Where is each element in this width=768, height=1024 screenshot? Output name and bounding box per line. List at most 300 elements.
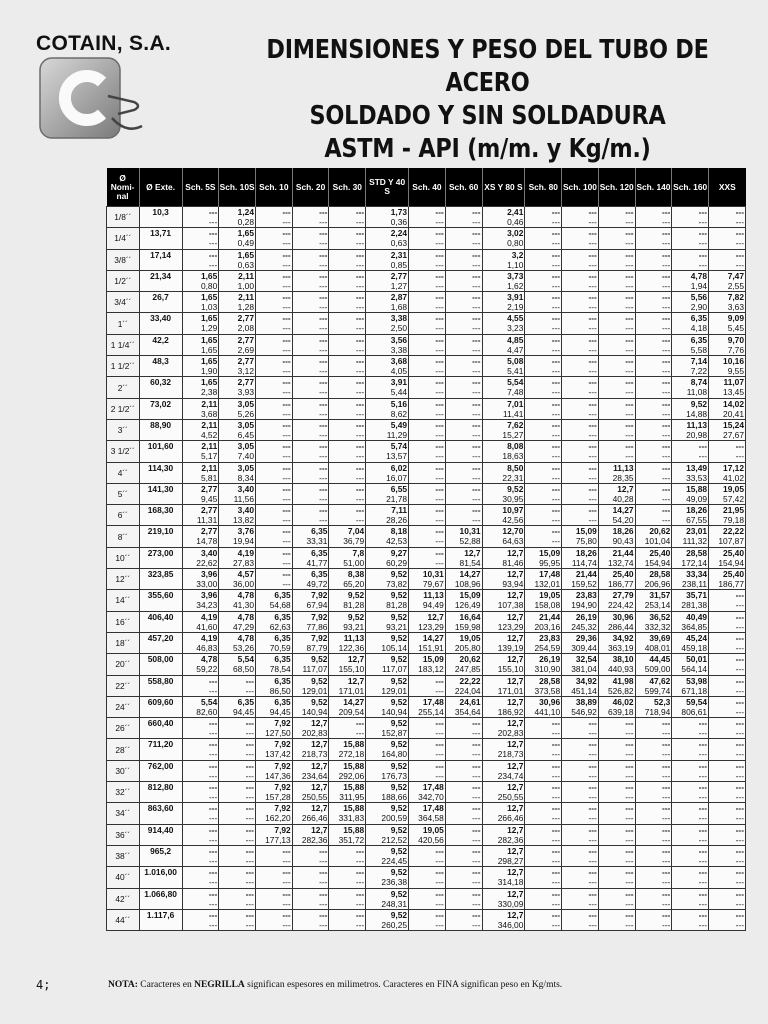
wall-thickness-value: --- [282,356,291,367]
schedule-cell [525,696,562,717]
schedule-cell [445,334,482,355]
weight-value: 806,61 [681,706,708,717]
weight-value: 639,18 [607,706,634,717]
schedule-cell [366,334,409,355]
schedule-cell [525,675,562,696]
wall-thickness-value: --- [735,249,744,260]
schedule-cell [672,249,709,270]
weight-value: 0,49 [237,238,254,249]
table-row [107,782,746,803]
weight-value: 14,88 [686,408,708,419]
schedule-cell [445,249,482,270]
schedule-cell [409,867,446,888]
schedule-cell [562,675,599,696]
weight-value: --- [355,366,365,377]
schedule-cell [219,739,256,760]
wall-thickness-value: --- [551,292,561,303]
wall-thickness-value: --- [661,483,671,494]
weight-value: --- [588,387,597,398]
weight-value: --- [588,728,597,739]
weight-value: --- [435,898,444,909]
schedule-cell [525,760,562,781]
table-row [107,270,746,291]
weight-value: --- [698,919,708,930]
weight-value: 7,40 [237,451,254,462]
wall-thickness-value: 1,65 [200,313,218,324]
weight-value: 8,62 [390,408,408,419]
wall-thickness-value: 11,07 [723,377,744,388]
schedule-cell [445,867,482,888]
schedule-cell [445,270,482,291]
weight-value: 332,32 [644,621,671,632]
wall-thickness-value: --- [661,313,671,324]
wall-thickness-value: --- [282,845,291,856]
wall-thickness-value: 21,44 [612,547,634,558]
wall-thickness-value: --- [245,675,254,686]
schedule-cell [219,462,256,483]
wall-thickness-value: --- [355,441,365,452]
schedule-cell [482,334,525,355]
schedule-cell [672,909,709,930]
schedule-cell [562,718,599,739]
weight-value: --- [319,344,328,355]
wall-thickness-value: --- [435,505,444,516]
wall-thickness-value: --- [435,845,444,856]
wall-thickness-value: --- [735,867,744,878]
weight-value: --- [472,323,481,334]
schedule-cell [598,398,635,419]
wall-thickness-value: --- [319,313,328,324]
weight-value: 1,10 [507,259,524,270]
wall-thickness-value: --- [588,483,597,494]
outer-diameter-cell: 33,40 [139,313,182,334]
wall-thickness-value: --- [472,228,481,239]
wall-thickness-value: --- [735,675,744,686]
wall-thickness-value: --- [735,590,744,601]
wall-thickness-value: 2,77 [200,483,218,494]
wall-thickness-value: --- [282,334,291,345]
schedule-cell [255,313,292,334]
wall-thickness-value: --- [551,909,561,920]
weight-value: 1,65 [200,344,218,355]
wall-thickness-value: --- [588,377,597,388]
weight-value: 151,91 [418,642,444,653]
weight-value: 3,23 [507,323,524,334]
schedule-cell [409,547,446,568]
weight-value: --- [355,429,365,440]
weight-value: --- [472,855,481,866]
weight-value: --- [551,813,561,824]
schedule-cell [292,249,329,270]
outer-diameter-cell: 1.066,80 [139,888,182,909]
wall-thickness-value: --- [319,356,328,367]
wall-thickness-value: --- [282,292,291,303]
schedule-cell [525,441,562,462]
schedule-cell [709,782,746,803]
schedule-cell [219,207,256,228]
wall-thickness-value: --- [661,441,671,452]
wall-thickness-value: 2,11 [201,462,218,473]
weight-value: 147,36 [265,770,291,781]
schedule-cell [525,505,562,526]
weight-value: --- [698,238,708,249]
wall-thickness-value: --- [551,867,561,878]
wall-thickness-value: --- [625,782,634,793]
weight-value: 1,29 [200,323,218,334]
wall-thickness-value: --- [435,739,444,750]
schedule-cell [182,760,219,781]
wall-thickness-value: --- [551,377,561,388]
wall-thickness-value: --- [319,207,328,217]
wall-thickness-value: 23,83 [575,590,597,601]
schedule-cell [562,760,599,781]
wall-thickness-value: 36,52 [649,611,671,622]
weight-value: 441,10 [534,706,561,717]
wall-thickness-value: --- [355,867,365,878]
schedule-cell [292,632,329,653]
wall-thickness-value: 28,58 [649,569,671,580]
wall-thickness-value: --- [551,505,561,516]
schedule-cell [366,462,409,483]
weight-value: --- [319,238,328,249]
wall-thickness-value: --- [551,845,561,856]
weight-value: --- [661,280,671,291]
wall-thickness-value: --- [551,803,561,814]
wall-thickness-value: 15,09 [575,526,597,537]
schedule-cell [366,888,409,909]
wall-thickness-value: 52,3 [654,696,671,707]
wall-thickness-value: --- [625,398,634,409]
schedule-cell [292,547,329,568]
schedule-cell [329,569,366,590]
schedule-cell [329,419,366,440]
schedule-cell [329,547,366,568]
wall-thickness-value: --- [319,845,328,856]
schedule-cell [255,249,292,270]
weight-value: --- [472,408,481,419]
schedule-cell [182,611,219,632]
wall-thickness-value: 34,92 [575,675,597,686]
weight-value: 129,01 [381,685,408,696]
schedule-cell [482,356,525,377]
nominal-size-cell: 1/4´´ [107,228,140,249]
schedule-cell [709,228,746,249]
wall-thickness-value: --- [435,441,444,452]
wall-thickness-value: 7,62 [507,419,524,430]
wall-thickness-value: --- [355,207,365,217]
wall-thickness-value: 44,45 [649,654,671,665]
weight-value: 162,20 [265,813,291,824]
weight-value: --- [661,792,671,803]
schedule-cell [482,483,525,504]
weight-value: --- [435,323,444,334]
table-row [107,696,746,717]
weight-value: 5,44 [390,387,408,398]
schedule-cell [219,398,256,419]
schedule-cell [525,739,562,760]
weight-value: --- [435,557,444,568]
wall-thickness-value: 7,11 [391,505,408,516]
wall-thickness-value: 27,79 [612,590,634,601]
weight-value: --- [435,259,444,270]
weight-value: --- [208,728,218,739]
weight-value: --- [355,898,365,909]
schedule-cell [445,228,482,249]
weight-value: --- [625,728,634,739]
weight-value: 176,73 [381,770,408,781]
nominal-size-cell: 26´´ [107,718,140,739]
weight-value: 250,55 [497,792,524,803]
weight-value: 200,59 [381,813,408,824]
weight-value: 234,74 [497,770,524,781]
wall-thickness-value: --- [588,718,597,729]
wall-thickness-value: 5,16 [390,398,408,409]
schedule-cell [292,782,329,803]
schedule-cell [255,739,292,760]
weight-value: --- [551,834,561,845]
wall-thickness-value: 3,76 [237,526,254,537]
table-row [107,398,746,419]
wall-thickness-value: --- [588,398,597,409]
schedule-cell [482,441,525,462]
pipe-dimensions-table-container [106,168,746,931]
weight-value: 671,18 [681,685,708,696]
weight-value: --- [355,919,365,930]
schedule-cell [329,888,366,909]
wall-thickness-value: 9,52 [311,696,328,707]
schedule-cell [409,654,446,675]
wall-thickness-value: --- [588,760,597,771]
weight-value: --- [698,813,708,824]
schedule-cell [562,909,599,930]
schedule-cell [709,590,746,611]
schedule-cell [366,845,409,866]
schedule-cell [292,654,329,675]
weight-value: --- [355,855,365,866]
schedule-cell [709,526,746,547]
schedule-cell [562,824,599,845]
weight-value: 209,54 [338,706,365,717]
wall-thickness-value: 7,01 [507,398,524,409]
wall-thickness-value: --- [282,398,291,409]
wall-thickness-value: --- [698,867,708,878]
wall-thickness-value: --- [698,782,708,793]
weight-value: --- [588,919,597,930]
wall-thickness-value: 1,24 [237,207,254,217]
wall-thickness-value: 2,77 [237,334,254,345]
wall-thickness-value: --- [282,249,291,260]
weight-value: 13,82 [233,515,254,526]
schedule-cell [562,292,599,313]
weight-value: --- [551,217,561,227]
table-row [107,654,746,675]
schedule-cell [366,547,409,568]
weight-value: 7,76 [727,344,744,355]
wall-thickness-value: 3,40 [200,547,218,558]
wall-thickness-value: 17,48 [539,569,561,580]
schedule-cell [635,228,672,249]
schedule-cell [182,590,219,611]
weight-value: --- [661,877,671,888]
schedule-cell [709,909,746,930]
outer-diameter-cell: 1.117,6 [139,909,182,930]
wall-thickness-value: 14,27 [343,696,365,707]
schedule-cell [562,334,599,355]
weight-value: --- [435,302,444,313]
schedule-cell [182,334,219,355]
wall-thickness-value: 12,7 [311,824,328,835]
weight-value: --- [625,217,634,227]
wall-thickness-value: 9,52 [390,803,408,814]
schedule-cell [219,569,256,590]
schedule-cell [525,462,562,483]
wall-thickness-value: 9,52 [390,654,408,665]
nominal-size-cell: 42´´ [107,888,140,909]
weight-value: --- [698,877,708,888]
schedule-cell [709,398,746,419]
weight-value: --- [472,366,481,377]
schedule-cell [182,462,219,483]
weight-value: --- [661,217,671,227]
weight-value: 363,19 [607,642,634,653]
weight-value: 28,26 [386,515,408,526]
schedule-cell [562,228,599,249]
wall-thickness-value: 12,7 [347,654,365,665]
schedule-cell [219,590,256,611]
wall-thickness-value: --- [435,483,444,494]
schedule-cell [482,270,525,291]
schedule-cell [329,398,366,419]
weight-value: --- [661,919,671,930]
weight-value: --- [355,323,365,334]
weight-value: 137,42 [265,749,291,760]
weight-value: 94,45 [269,706,291,717]
weight-value: 718,94 [644,706,671,717]
schedule-cell [219,419,256,440]
schedule-cell [635,526,672,547]
schedule-cell [366,270,409,291]
schedule-cell [219,547,256,568]
weight-value: --- [735,685,744,696]
schedule-cell [562,590,599,611]
weight-value: 0,80 [200,280,218,291]
schedule-cell [182,888,219,909]
schedule-cell [482,718,525,739]
wall-thickness-value: --- [355,845,365,856]
schedule-cell [445,441,482,462]
weight-value: --- [588,238,597,249]
weight-value: --- [551,238,561,249]
wall-thickness-value: 11,13 [423,590,444,601]
table-row [107,845,746,866]
weight-value: 159,52 [571,579,597,590]
weight-value: --- [472,238,481,249]
wall-thickness-value: --- [245,739,254,750]
schedule-cell [672,547,709,568]
weight-value: 42,56 [502,515,524,526]
schedule-cell [329,632,366,653]
weight-value: 13,45 [723,387,744,398]
wall-thickness-value: 7,92 [311,632,328,643]
schedule-cell [482,292,525,313]
table-row [107,675,746,696]
weight-value: --- [698,728,708,739]
column-header: Sch. 30 [329,168,366,207]
wall-thickness-value: 12,7 [617,483,634,494]
table-row [107,569,746,590]
wall-thickness-value: --- [355,483,365,494]
page-number: 4; [36,978,51,992]
wall-thickness-value: 1,65 [237,228,254,239]
outer-diameter-cell: 26,7 [139,292,182,313]
schedule-cell [409,845,446,866]
wall-thickness-value: --- [319,398,328,409]
weight-value: 123,29 [497,621,524,632]
table-row [107,441,746,462]
column-header: XXS [709,168,746,207]
weight-value: --- [588,813,597,824]
column-header: Sch. 5S [182,168,219,207]
weight-value: 122,36 [338,642,365,653]
wall-thickness-value: --- [588,249,597,260]
schedule-cell [445,569,482,590]
schedule-cell [409,803,446,824]
wall-thickness-value: 9,52 [390,739,408,750]
weight-value: --- [282,451,291,462]
weight-value: --- [735,621,744,632]
wall-thickness-value: --- [208,228,218,239]
wall-thickness-value: --- [472,760,481,771]
wall-thickness-value: --- [245,888,254,899]
weight-value: --- [435,877,444,888]
wall-thickness-value: --- [319,462,328,473]
weight-value: --- [625,280,634,291]
nominal-size-cell: 40´´ [107,867,140,888]
outer-diameter-cell: 660,40 [139,718,182,739]
schedule-cell [409,270,446,291]
wall-thickness-value: --- [319,909,328,920]
schedule-cell [255,398,292,419]
schedule-cell [525,356,562,377]
wall-thickness-value: --- [245,803,254,814]
schedule-cell [598,696,635,717]
wall-thickness-value: --- [472,356,481,367]
schedule-cell [525,526,562,547]
schedule-cell [525,569,562,590]
weight-value: --- [625,898,634,909]
weight-value: --- [282,493,291,504]
weight-value: --- [319,408,328,419]
schedule-cell [709,654,746,675]
wall-thickness-value: 9,52 [390,632,408,643]
wall-thickness-value: --- [551,398,561,409]
wall-thickness-value: 9,52 [390,569,408,580]
schedule-cell [598,718,635,739]
schedule-cell [635,888,672,909]
weight-value: --- [208,217,218,227]
wall-thickness-value: --- [435,718,444,729]
schedule-cell [409,483,446,504]
schedule-cell [292,526,329,547]
schedule-cell [292,207,329,228]
schedule-cell [409,228,446,249]
weight-value: --- [661,515,671,526]
schedule-cell [672,334,709,355]
weight-value: --- [245,792,254,803]
schedule-cell [329,718,366,739]
wall-thickness-value: 53,98 [686,675,708,686]
wall-thickness-value: 3,02 [507,228,524,239]
